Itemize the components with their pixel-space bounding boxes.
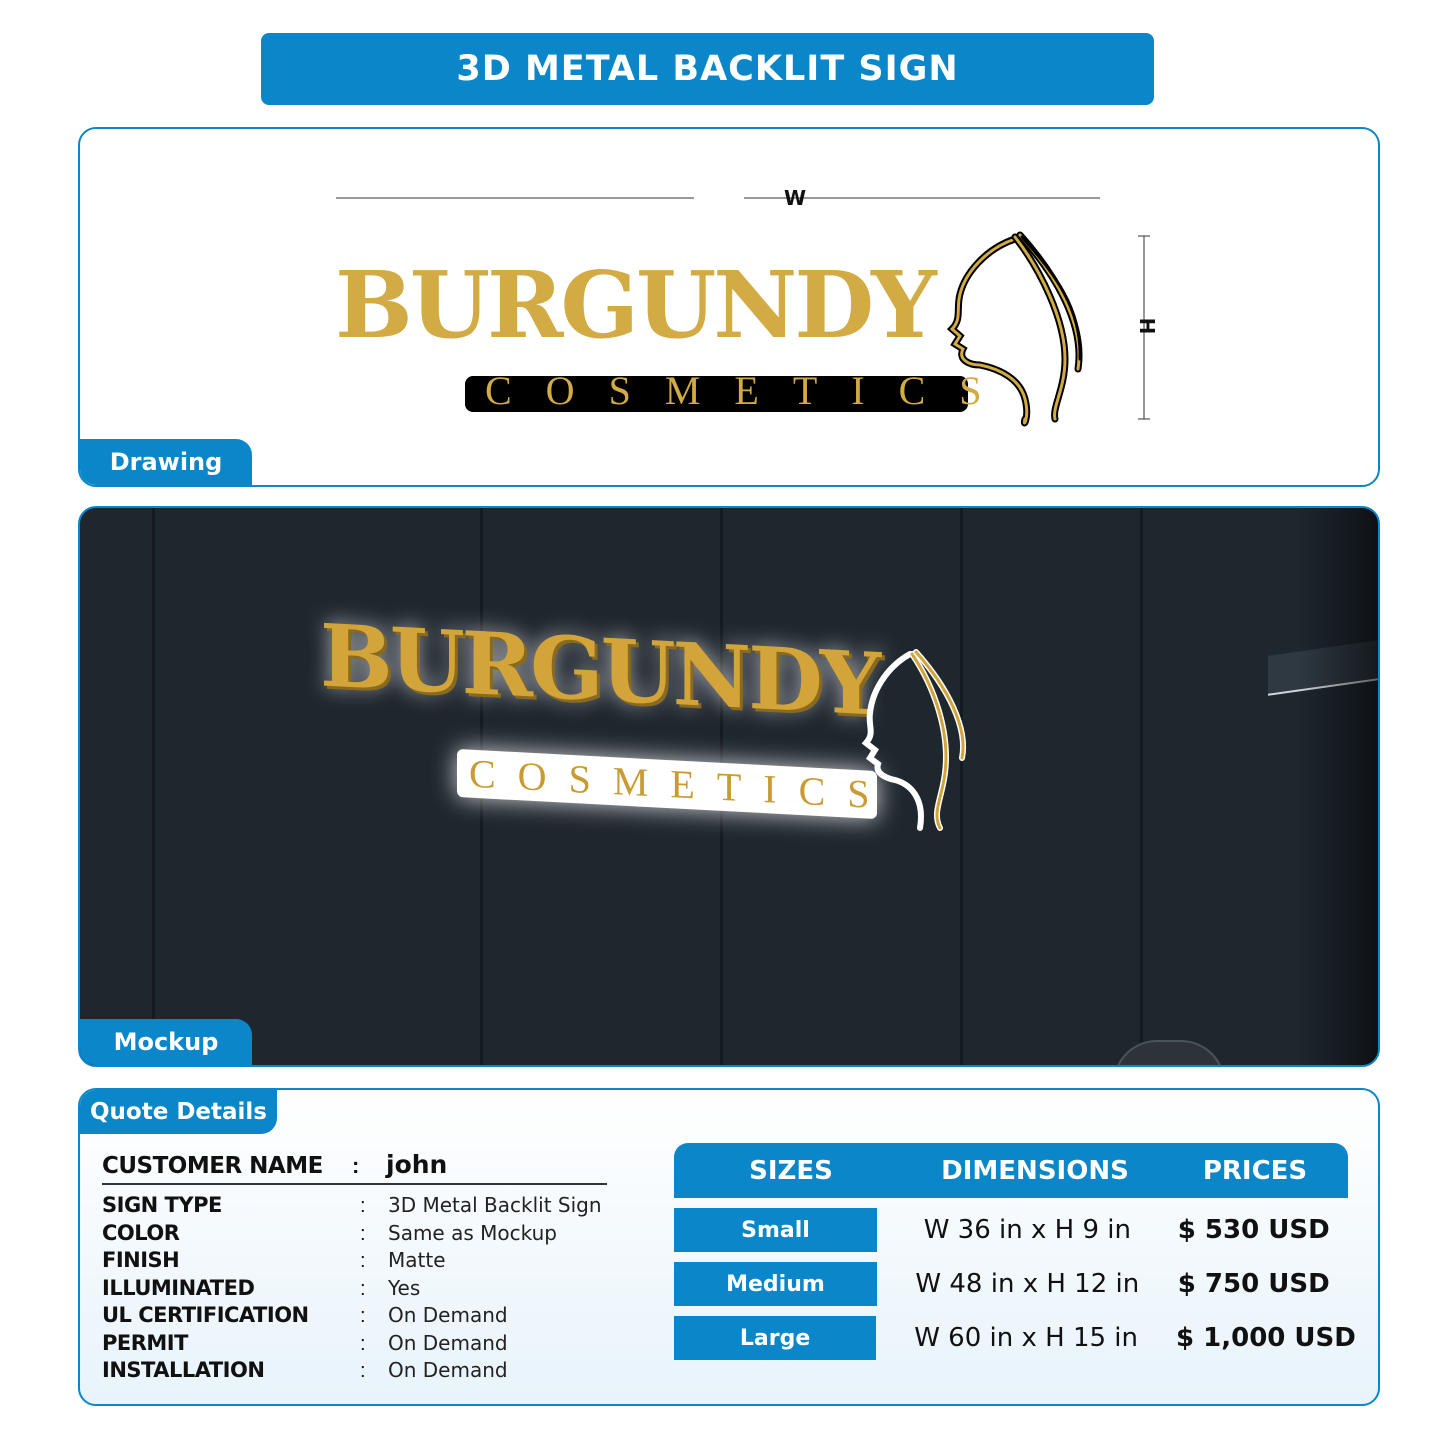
size-price-table (674, 1143, 1356, 1360)
header-prices: PRICES (1202, 1155, 1308, 1186)
spec-row (102, 1248, 607, 1276)
colon: : (360, 1195, 366, 1217)
tab-mockup[interactable]: Mockup (80, 1019, 252, 1065)
colon: : (360, 1332, 366, 1355)
quote-panel (78, 1088, 1380, 1406)
spec-value: On Demand (388, 1330, 508, 1355)
drawing-panel (78, 127, 1380, 487)
spec-label: INSTALLATION (102, 1358, 265, 1382)
customer-label: CUSTOMER NAME (102, 1153, 323, 1179)
customer-value: john (386, 1150, 448, 1179)
colon: : (360, 1360, 366, 1382)
width-marker: W (783, 186, 807, 210)
colon: : (360, 1277, 366, 1300)
mockup-wordmark: BURGUNDY (320, 605, 879, 736)
colon: : (352, 1153, 360, 1178)
spec-value: Same as Mockup (388, 1220, 557, 1245)
header-dimensions: DIMENSIONS (941, 1155, 1129, 1186)
table-row (674, 1316, 1356, 1360)
logo-subtitle: COSMETICS (485, 368, 1016, 413)
size-dimensions: W 36 in x H 9 in (923, 1215, 1131, 1245)
table-row (674, 1262, 1348, 1306)
colon: : (360, 1250, 366, 1272)
spec-label: PERMIT (102, 1330, 188, 1355)
spec-label: COLOR (102, 1220, 180, 1245)
spec-row (102, 1193, 607, 1221)
size-price: $ 750 USD (1177, 1269, 1330, 1299)
spec-value: 3D Metal Backlit Sign (388, 1193, 602, 1217)
table-header (674, 1143, 1348, 1198)
size-price: $ 1,000 USD (1176, 1323, 1356, 1353)
colon: : (360, 1305, 366, 1327)
spec-row (102, 1276, 607, 1304)
spec-row (102, 1331, 607, 1359)
tab-quote-details[interactable]: Quote Details (80, 1090, 277, 1134)
wall-shade (1298, 508, 1378, 1065)
spec-value: Yes (388, 1275, 421, 1300)
spec-value: On Demand (388, 1303, 508, 1327)
header-sizes: SIZES (749, 1155, 833, 1186)
height-marker: H (1135, 317, 1159, 335)
mockup-subtitle: COSMETICS (469, 750, 892, 818)
spec-label: ILLUMINATED (102, 1275, 255, 1300)
size-dimensions: W 48 in x H 12 in (915, 1269, 1140, 1299)
spec-row (102, 1221, 607, 1249)
size-name: Medium (674, 1262, 877, 1306)
woman-profile-icon (80, 129, 1380, 487)
spec-row (102, 1358, 607, 1386)
mockup-profile-icon (80, 508, 1380, 1067)
spec-value: On Demand (388, 1358, 508, 1382)
customer-row (102, 1150, 607, 1185)
page-title: 3D METAL BACKLIT SIGN (261, 33, 1154, 105)
spec-row (102, 1303, 607, 1331)
table-row (674, 1208, 1348, 1252)
tab-drawing[interactable]: Drawing (80, 439, 252, 485)
size-dimensions: W 60 in x H 15 in (914, 1323, 1138, 1353)
quote-details (102, 1150, 607, 1386)
mockup-panel (78, 506, 1380, 1067)
size-name: Small (674, 1208, 877, 1252)
colon: : (360, 1222, 366, 1245)
logo-wordmark: BURGUNDY (335, 251, 934, 359)
spec-value: Matte (388, 1248, 446, 1272)
spec-label: SIGN TYPE (102, 1193, 222, 1217)
size-name: Large (674, 1316, 876, 1360)
spec-label: FINISH (102, 1248, 180, 1272)
spec-label: UL CERTIFICATION (102, 1303, 309, 1327)
size-price: $ 530 USD (1177, 1215, 1330, 1245)
